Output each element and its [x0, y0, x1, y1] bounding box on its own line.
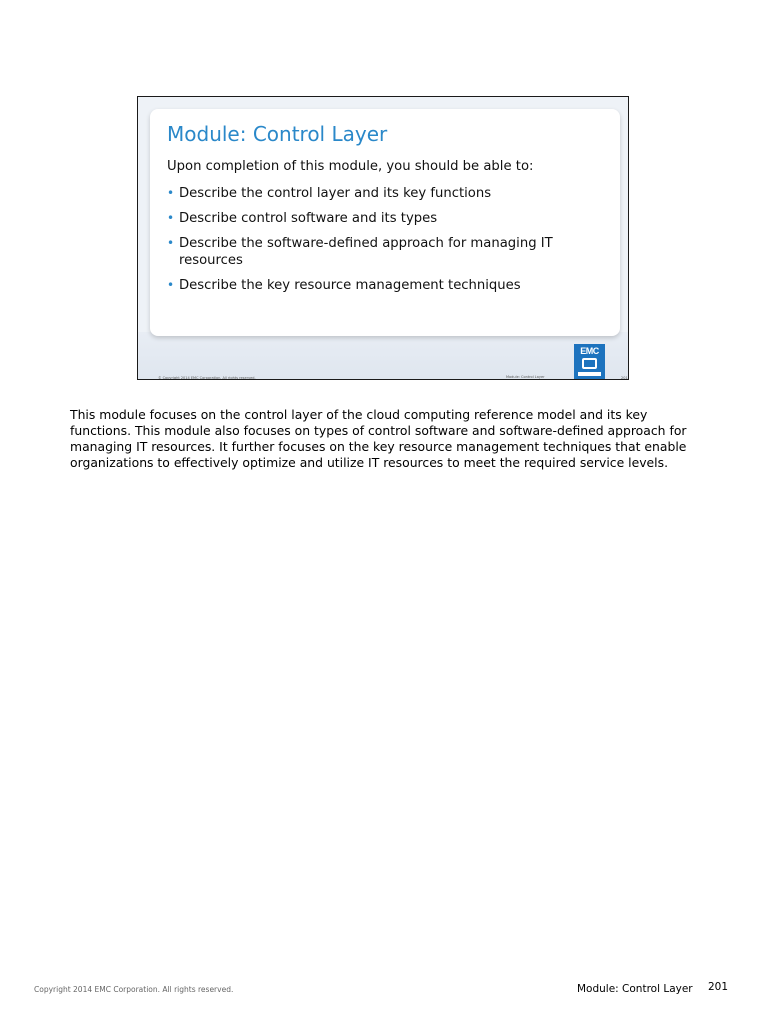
slide-bullet-text: Describe the key resource management techniques: [179, 278, 521, 293]
bullet-dot-icon: •: [167, 278, 175, 292]
emc-logo-band: [578, 372, 601, 376]
bullet-dot-icon: •: [167, 236, 175, 250]
slide-bullet-text: Describe control software and its types: [179, 211, 438, 226]
slide-thumbnail: [137, 96, 629, 380]
slide-bottom-band: [138, 332, 628, 379]
slide-bullet: [167, 210, 587, 227]
slide-intro: Upon completion of this module, you should be able to:: [167, 159, 534, 174]
slide-bullet-text: Describe the control layer and its key functions: [179, 186, 492, 201]
page-number: 201: [708, 981, 729, 993]
slide-footer-module: Module: Control Layer: [506, 375, 545, 379]
emc-logo-text: EMC: [580, 346, 599, 356]
slide-bullet-text: Describe the software-defined approach for managing IT resources: [179, 236, 553, 268]
slide-bullet-list: [167, 185, 587, 302]
slide-bullet: [167, 235, 587, 269]
emc-logo: [574, 344, 605, 380]
page-footer-module: Module: Control Layer: [577, 983, 693, 995]
slide-title: Module: Control Layer: [167, 122, 388, 146]
slide-footer-copyright: © Copyright 2014 EMC Corporation. All rights reserved.: [158, 376, 256, 380]
body-paragraph: This module focuses on the control layer of the cloud computing reference model and its key functions. This module also focuses on types of control software and software-defined approach for managing IT resources. It further focuses on the key resource management techniques that enable organizations to effectively optimize and utilize IT resources to meet the required service levels.: [70, 407, 687, 470]
slide-bullet: [167, 185, 587, 202]
bullet-dot-icon: •: [167, 186, 175, 200]
slide-bullet: [167, 277, 587, 294]
page-footer-copyright: Copyright 2014 EMC Corporation. All rights reserved.: [34, 985, 234, 994]
slide-footer-page-number: 201: [621, 376, 628, 380]
bullet-dot-icon: •: [167, 211, 175, 225]
emc-logo-mark-icon: [582, 358, 597, 369]
